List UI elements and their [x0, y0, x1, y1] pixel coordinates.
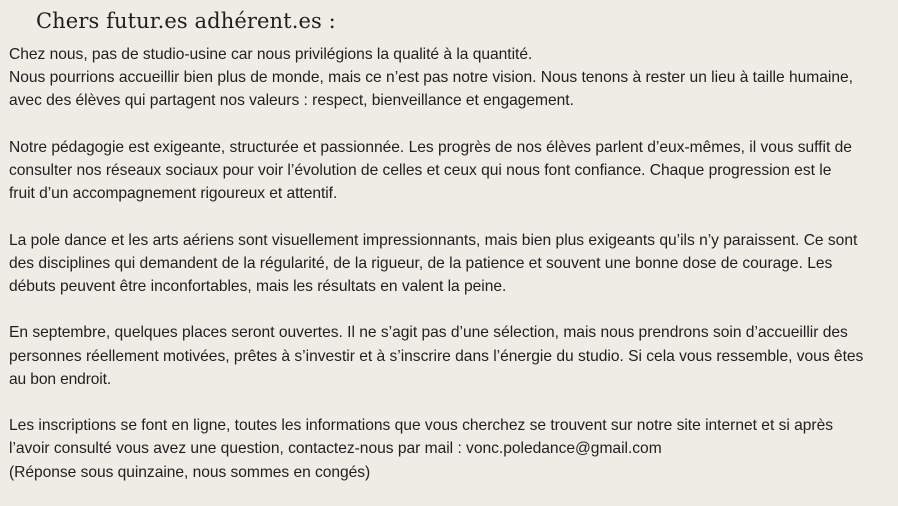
paragraph-disciplines: [9, 229, 897, 299]
text-line: l’avoir consulté vous avez une question, contactez-nous par mail : vonc.poledance@gmail.com: [9, 440, 662, 458]
paragraph-registration-contact: [9, 414, 897, 484]
text-line: avec des élèves qui partagent nos valeurs : respect, bienveillance et engagement.: [9, 92, 574, 110]
text-line: Nous pourrions accueillir bien plus de monde, mais ce n’est pas notre vision. Nous tenons à rester un lieu à taille humaine,: [9, 69, 853, 87]
text-line: Chez nous, pas de studio-usine car nous privilégions la qualité à la quantité.: [9, 46, 533, 63]
text-line: Notre pédagogie est exigeante, structurée et passionnée. Les progrès de nos élèves parlent d’eux-mêmes, il vous suffit de: [9, 138, 852, 156]
text-line: (Réponse sous quinzaine, nous sommes en congés): [9, 463, 371, 481]
paragraph-september-openings: [9, 321, 897, 391]
document-body: [9, 43, 897, 484]
document-title: Chers futur.es adhérent.es :: [36, 9, 336, 33]
text-line: En septembre, quelques places seront ouvertes. Il ne s’agit pas d’une sélection, mais nous prendrons soin d’accueillir des: [9, 324, 848, 342]
text-line: La pole dance et les arts aériens sont visuellement impressionnants, mais bien plus exigeants qu’ils n’y paraissent. Ce sont: [9, 231, 858, 249]
paragraph-studio-philosophy: [9, 43, 897, 113]
text-line: Les inscriptions se font en ligne, toutes les informations que vous cherchez se trouvent sur notre site internet et si après: [9, 417, 834, 435]
text-line: personnes réellement motivées, prêtes à s’investir et à s’inscrire dans l’énergie du studio. Si cela vous ressemble, vous êtes: [9, 347, 864, 365]
text-line: débuts peuvent être inconfortables, mais les résultats en valent la peine.: [9, 278, 507, 295]
text-line: consulter nos réseaux sociaux pour voir l’évolution de celles et ceux qui nous font confiance. Chaque progression est le: [9, 162, 832, 179]
paragraph-pedagogy: [9, 136, 897, 206]
text-line: des disciplines qui demandent de la régularité, de la rigueur, de la patience et souvent une bonne dose de courage. Les: [9, 254, 833, 272]
text-line: au bon endroit.: [9, 370, 112, 388]
text-line: fruit d’un accompagnement rigoureux et attentif.: [9, 185, 338, 203]
